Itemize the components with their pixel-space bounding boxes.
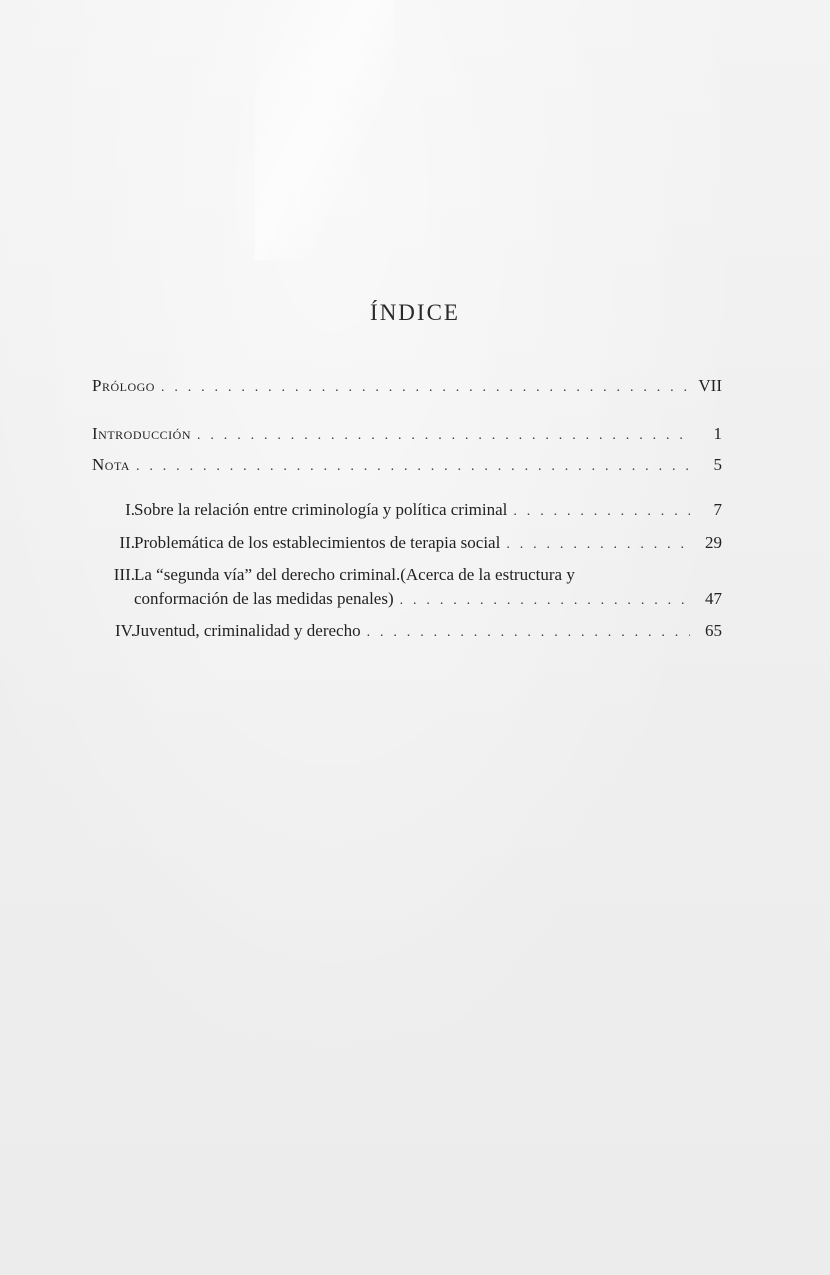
chapter-page: 65: [705, 621, 722, 640]
chapter-numeral: I.: [125, 500, 135, 519]
chapter-numeral: III.: [113, 565, 135, 584]
toc-entry-page: 5: [713, 455, 722, 474]
chapter-numeral: II.: [119, 533, 135, 552]
toc-entry-label: Nota: [92, 455, 130, 474]
toc-entry-prologo: [92, 374, 722, 398]
dot-leader: [136, 455, 690, 479]
chapter-title: Juventud, criminalidad y derecho: [134, 621, 361, 640]
toc-entry-nota: [92, 453, 722, 477]
toc-entry-page: VII: [698, 376, 722, 395]
chapter-page: 29: [705, 533, 722, 552]
chapter-title-line-2: conformación de las medidas penales): [134, 589, 394, 608]
toc-entry-label: Introducción: [92, 424, 191, 443]
page-title: ÍNDICE: [370, 300, 460, 325]
toc-entry-page: 1: [713, 424, 722, 443]
dot-leader: [367, 621, 690, 645]
dot-leader: [161, 376, 690, 400]
chapter-title: Problemática de los establecimientos de terapia social: [134, 533, 501, 552]
dot-leader: [197, 424, 690, 448]
toc-entry-introduccion: [92, 422, 722, 446]
page-crease: [255, 0, 395, 260]
chapter-numeral: IV.: [115, 621, 135, 640]
chapter-title: Sobre la relación entre criminología y política criminal: [134, 500, 508, 519]
chapter-page: 47: [705, 589, 722, 608]
chapter-page: 7: [713, 500, 722, 519]
dot-leader: [513, 500, 690, 524]
chapter-title-line-1: La “segunda vía” del derecho criminal.(Acerca de la estructura y: [134, 565, 575, 584]
toc-entry-label: Prólogo: [92, 376, 155, 395]
dot-leader: [506, 533, 690, 557]
dot-leader: [400, 589, 690, 613]
